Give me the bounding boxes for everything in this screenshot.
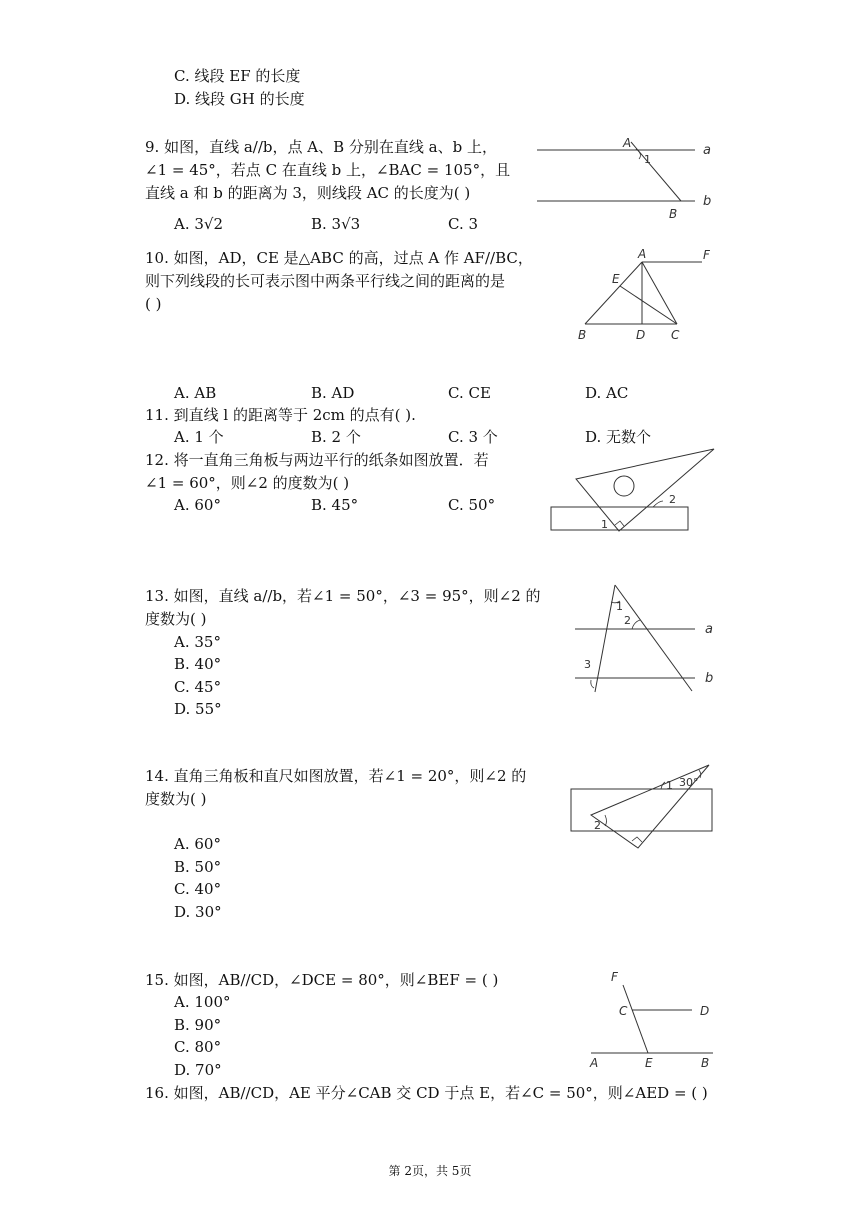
q10-stem-line2: 则下列线段的长可表示图中两条平行线之间的距离的是 [145, 272, 506, 290]
q15-figure [585, 965, 720, 1072]
q14-label-30: 30° [679, 776, 699, 789]
q13-figure [570, 580, 720, 695]
q15-option-a: A. 100° [174, 993, 231, 1011]
q13-option-b: B. 40° [174, 655, 222, 673]
q10-figure [570, 245, 720, 345]
q10-label-d: D [636, 328, 646, 342]
q14-right-angle-mark [632, 837, 642, 842]
q8-option-d: D. 线段 GH 的长度 [174, 90, 305, 108]
q14-stem-line2: 度数为( ) [145, 790, 207, 808]
q10-label-b: B [578, 328, 587, 342]
q15-label-e: E [645, 1056, 653, 1070]
q12-stem-line1: 12. 将一直角三角板与两边平行的纸条如图放置．若 [145, 451, 489, 469]
q12-right-angle-mark [615, 521, 624, 526]
q11-stem: 11. 到直线 l 的距离等于 2cm 的点有( ). [145, 406, 416, 424]
q15-label-c: C [619, 1004, 628, 1018]
q12-label-angle-2: 2 [669, 493, 676, 506]
q15-label-f: F [611, 970, 618, 984]
q14-label-angle-1: 1 [666, 779, 673, 792]
q11-option-a: A. 1 个 [174, 428, 224, 446]
q8-option-c: C. 线段 EF 的长度 [174, 67, 301, 85]
q10-stem-line3: ( ) [145, 295, 162, 313]
q9-option-b: B. 3√3 [311, 215, 361, 233]
q14-stem-line1: 14. 直角三角板和直尺如图放置，若∠1 = 20°，则∠2 的 [145, 767, 527, 785]
q10-label-e: E [612, 272, 620, 286]
q14-label-angle-2: 2 [594, 819, 601, 832]
q9-label-b-point: B [669, 207, 678, 221]
q13-option-c: C. 45° [174, 678, 222, 696]
q10-option-a: A. AB [174, 384, 217, 402]
q10-option-c: C. CE [448, 384, 491, 402]
q14-option-b: B. 50° [174, 858, 222, 876]
q15-option-d: D. 70° [174, 1061, 222, 1079]
q14-option-a: A. 60° [174, 835, 221, 853]
q11-option-d: D. 无数个 [585, 428, 652, 446]
q16-stem: 16. 如图，AB//CD，AE 平分∠CAB 交 CD 于点 E，若∠C = 50°，则∠AED = ( ) [145, 1084, 708, 1102]
q13-angle-2-arc [632, 620, 640, 629]
q11-option-c: C. 3 个 [448, 428, 498, 446]
q14-option-c: C. 40° [174, 880, 222, 898]
q10-label-c: C [671, 328, 680, 342]
q12-figure [545, 445, 725, 537]
page-footer: 第 2页，共 5页 [388, 1164, 472, 1178]
q13-transversal-left [595, 585, 615, 692]
q15-option-b: B. 90° [174, 1016, 222, 1034]
q15-option-c: C. 80° [174, 1038, 222, 1056]
q13-angle-3-arc [591, 680, 594, 688]
q14-angle-2-arc [605, 815, 607, 826]
q13-label-line-b: b [705, 671, 714, 686]
q12-set-square [576, 449, 714, 531]
q9-stem-line2: ∠1 = 45°，若点 C 在直线 b 上，∠BAC = 105°，且 [145, 161, 511, 179]
q10-altitude-ce [620, 286, 677, 324]
q13-label-angle-1: 1 [616, 600, 623, 613]
q10-option-b: B. AD [311, 384, 355, 402]
q10-label-a: A [638, 247, 647, 261]
q9-stem-line3: 直线 a 和 b 的距离为 3，则线段 AC 的长度为( ) [145, 184, 471, 202]
q9-label-a-point: A [623, 136, 632, 150]
q9-label-angle-1: 1 [644, 153, 651, 166]
q9-option-c: C. 3 [448, 215, 479, 233]
q15-line-fe [623, 985, 648, 1053]
q9-label-line-a: a [703, 143, 711, 158]
q10-segment-ac [642, 262, 677, 324]
q12-stem-line2: ∠1 = 60°，则∠2 的度数为( ) [145, 474, 350, 492]
q13-label-angle-2: 2 [624, 614, 631, 627]
q10-option-d: D. AC [585, 384, 629, 402]
q12-label-angle-1: 1 [601, 518, 608, 531]
q12-angle-2-arc [653, 501, 663, 507]
q13-stem-line2: 度数为( ) [145, 610, 207, 628]
q10-label-f: F [703, 248, 710, 262]
q15-label-d: D [700, 1004, 710, 1018]
q13-label-line-a: a [705, 622, 713, 637]
q15-label-a: A [590, 1056, 599, 1070]
q9-label-line-b: b [703, 194, 712, 209]
q9-stem-line1: 9. 如图，直线 a//b，点 A、B 分别在直线 a、b 上， [145, 138, 497, 156]
q12-set-square-hole [614, 476, 634, 496]
q12-paper-strip [551, 507, 688, 530]
q10-stem-line1: 10. 如图，AD，CE 是△ABC 的高，过点 A 作 AF//BC， [145, 249, 533, 267]
q14-ruler [571, 789, 712, 831]
q13-option-a: A. 35° [174, 633, 221, 651]
q11-option-b: B. 2 个 [311, 428, 361, 446]
q12-option-a: A. 60° [174, 496, 221, 514]
q13-label-angle-3: 3 [584, 658, 591, 671]
q14-option-d: D. 30° [174, 903, 222, 921]
q9-option-a: A. 3√2 [174, 215, 224, 233]
q13-transversal-right [615, 585, 692, 691]
q12-option-c: C. 50° [448, 496, 496, 514]
q9-figure [535, 130, 725, 225]
q15-stem: 15. 如图，AB//CD，∠DCE = 80°，则∠BEF = ( ) [145, 971, 499, 989]
q14-figure [565, 760, 725, 855]
q15-label-b: B [701, 1056, 710, 1070]
q12-option-b: B. 45° [311, 496, 359, 514]
q13-option-d: D. 55° [174, 700, 222, 718]
q13-stem-line1: 13. 如图，直线 a//b，若∠1 = 50°，∠3 = 95°，则∠2 的 [145, 587, 541, 605]
